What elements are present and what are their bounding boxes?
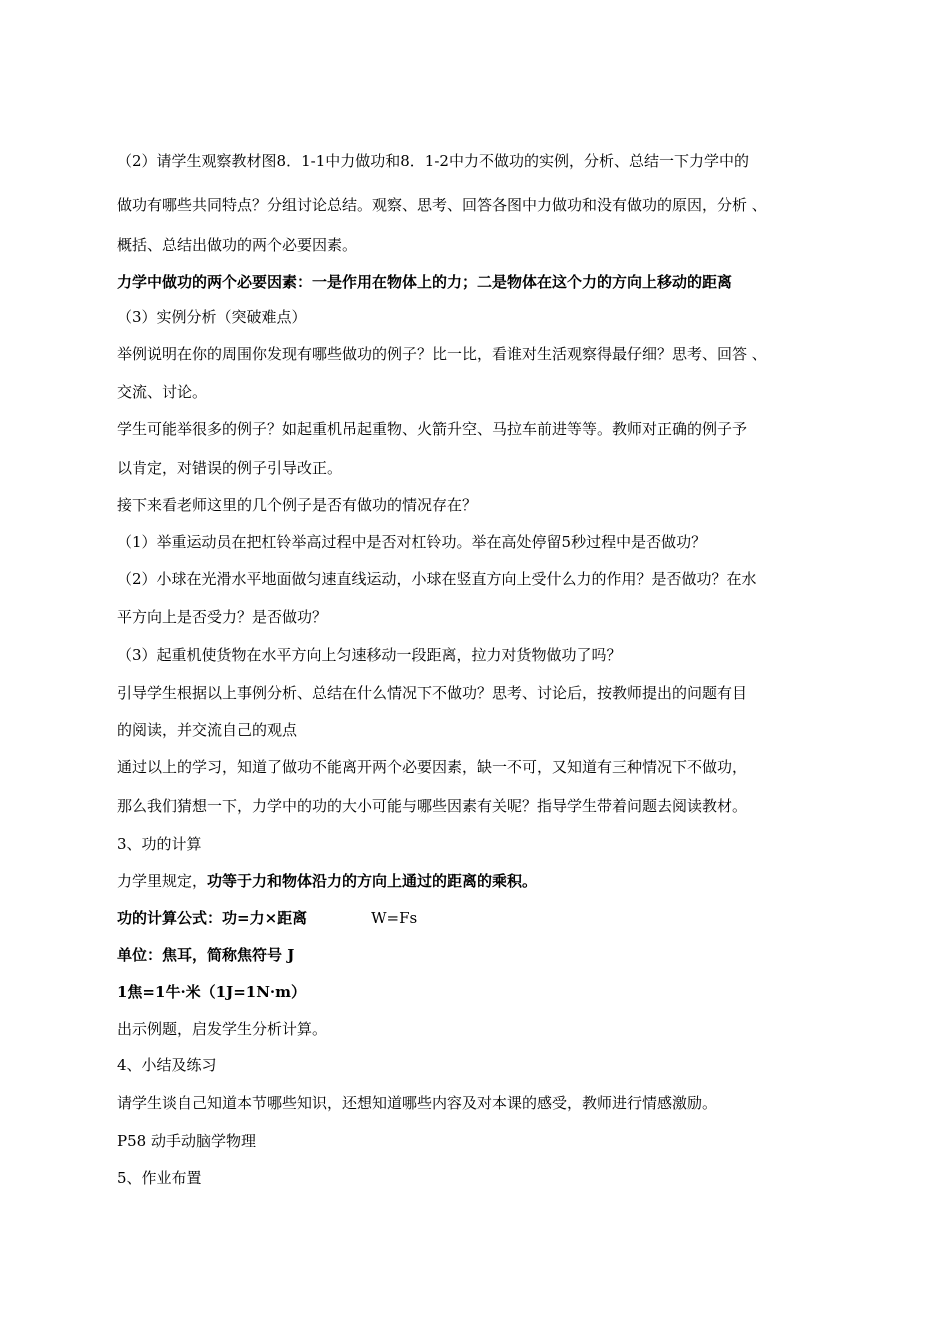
formula-symbol: W=Fs bbox=[371, 909, 418, 927]
paragraph-line: P58 动手动脑学物理 bbox=[117, 1132, 256, 1150]
section-heading: （3）实例分析（突破难点） bbox=[117, 308, 307, 326]
paragraph-line: （2）请学生观察教材图8．1-1中力做功和8．1-2中力不做功的实例，分析、总结一下力学中的 bbox=[117, 152, 749, 170]
definition-bold: 功等于力和物体沿力的方向上通过的距离的乘积。 bbox=[207, 872, 538, 890]
paragraph-line: 出示例题，启发学生分析计算。 bbox=[117, 1020, 328, 1038]
paragraph-line: 那么我们猜想一下，力学中的功的大小可能与哪些因素有关呢？指导学生带着问题去阅读教材。 bbox=[117, 797, 748, 815]
paragraph-line: 请学生谈自己知道本节哪些知识，还想知道哪些内容及对本课的感受，教师进行情感激励。 bbox=[117, 1094, 718, 1112]
unit-conversion: 1焦=1牛·米（1J=1N·m） bbox=[117, 983, 307, 1001]
section-heading: 4、小结及练习 bbox=[117, 1056, 217, 1074]
formula-label: 功的计算公式：功=力×距离 bbox=[117, 909, 308, 927]
paragraph-line: 通过以上的学习，知道了做功不能离开两个必要因素，缺一不可，又知道有三种情况下不做功， bbox=[117, 758, 748, 776]
paragraph-line: 引导学生根据以上事例分析、总结在什么情况下不做功？思考、讨论后，按教师提出的问题有目 bbox=[117, 684, 748, 702]
unit-line: 单位：焦耳，简称焦符号 J bbox=[117, 946, 295, 964]
paragraph-line: 的阅读，并交流自己的观点 bbox=[117, 721, 298, 739]
paragraph-line: 概括、总结出做功的两个必要因素。 bbox=[117, 236, 358, 254]
definition-prefix: 力学里规定， bbox=[117, 872, 208, 890]
work-formula bbox=[117, 907, 837, 929]
paragraph-line: 接下来看老师这里的几个例子是否有做功的情况存在？ bbox=[117, 496, 478, 514]
paragraph-line: 举例说明在你的周围你发现有哪些做功的例子？比一比，看谁对生活观察得最仔细？思考、回答 、 bbox=[117, 345, 767, 363]
paragraph-line: 交流、讨论。 bbox=[117, 383, 208, 401]
section-heading: 5、作业布置 bbox=[117, 1169, 202, 1187]
example-item: （3）起重机使货物在水平方向上匀速移动一段距离，拉力对货物做功了吗？ bbox=[117, 646, 622, 664]
example-item: 平方向上是否受力？是否做功？ bbox=[117, 608, 328, 626]
key-factors-heading: 力学中做功的两个必要因素：一是作用在物体上的力；二是物体在这个力的方向上移动的距离 bbox=[117, 273, 733, 291]
work-definition bbox=[117, 870, 837, 892]
example-item: （1）举重运动员在把杠铃举高过程中是否对杠铃功。举在高处停留5秒过程中是否做功？ bbox=[117, 533, 707, 551]
example-item: （2）小球在光滑水平地面做匀速直线运动，小球在竖直方向上受什么力的作用？是否做功？在水 bbox=[117, 570, 757, 588]
paragraph-line: 以肯定，对错误的例子引导改正。 bbox=[117, 459, 343, 477]
paragraph-line: 做功有哪些共同特点？分组讨论总结。观察、思考、回答各图中力做功和没有做功的原因，分析 、 bbox=[117, 196, 767, 214]
section-heading: 3、功的计算 bbox=[117, 835, 202, 853]
paragraph-line: 学生可能举很多的例子？如起重机吊起重物、火箭升空、马拉车前进等等。教师对正确的例子予 bbox=[117, 420, 748, 438]
